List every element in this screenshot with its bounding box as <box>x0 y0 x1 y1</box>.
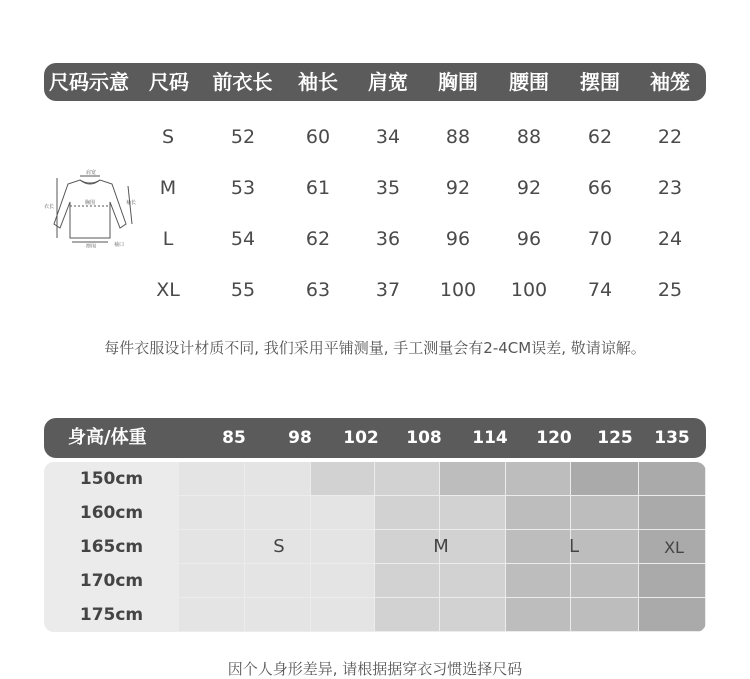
grid-cell <box>179 598 245 632</box>
measure-cell: 62 <box>587 126 613 148</box>
measure-cell: 23 <box>657 177 683 199</box>
grid-cell <box>571 462 639 496</box>
weight-114: 114 <box>472 428 508 448</box>
grid-cell <box>571 496 639 530</box>
weight-102: 102 <box>343 428 379 448</box>
header-size: 尺码 <box>149 70 189 94</box>
measure-cell: 25 <box>657 279 683 301</box>
measure-cell: 63 <box>305 279 331 301</box>
height-160: 160cm <box>79 503 144 523</box>
measure-cell: 88 <box>516 126 542 148</box>
grid-cell <box>506 496 571 530</box>
measure-cell: 52 <box>230 126 256 148</box>
size-cell: M <box>159 177 177 199</box>
measure-cell: 55 <box>230 279 256 301</box>
header-chest: 胸围 <box>438 70 478 94</box>
grid-cell <box>375 462 440 496</box>
grid-cell <box>506 598 571 632</box>
grid-cell <box>179 530 245 564</box>
height-175: 175cm <box>79 605 144 625</box>
grid-cell <box>245 598 311 632</box>
diagram-label-chest: 胸围 <box>85 200 96 206</box>
header-sleeve-length: 袖长 <box>298 70 338 94</box>
measure-cell: 92 <box>516 177 542 199</box>
height-165: 165cm <box>79 537 144 557</box>
size-zone-l: L <box>568 536 580 557</box>
header-hem: 摆围 <box>580 70 620 94</box>
size-cell: XL <box>156 279 180 301</box>
measure-cell: 36 <box>375 228 401 250</box>
header-armhole: 袖笼 <box>650 70 690 94</box>
grid-cell <box>245 496 311 530</box>
grid-cell <box>311 462 375 496</box>
grid-cell <box>375 598 440 632</box>
measure-cell: 34 <box>375 126 401 148</box>
fit-chart-header <box>44 418 706 458</box>
measure-cell: 54 <box>230 228 256 250</box>
measure-cell: 35 <box>375 177 401 199</box>
weight-125: 125 <box>597 428 633 448</box>
header-shoulder: 肩宽 <box>368 70 408 94</box>
measure-cell: 70 <box>587 228 613 250</box>
grid-cell <box>440 564 506 598</box>
size-cell: S <box>161 126 175 148</box>
size-zone-s: S <box>273 536 285 557</box>
measure-cell: 88 <box>445 126 471 148</box>
measure-cell: 53 <box>230 177 256 199</box>
size-zone-xl: XL <box>664 538 684 557</box>
grid-cell <box>179 496 245 530</box>
header-size-diagram: 尺码示意 <box>49 70 129 94</box>
size-cell: L <box>162 228 174 250</box>
weight-135: 135 <box>654 428 690 448</box>
grid-cell <box>375 496 440 530</box>
measure-cell: 66 <box>587 177 613 199</box>
size-row <box>0 168 750 208</box>
fit-note: 因个人身形差异, 请根据据穿衣习惯选择尺码 <box>227 660 523 678</box>
grid-cell <box>639 598 706 632</box>
size-row <box>0 219 750 259</box>
measure-cell: 61 <box>305 177 331 199</box>
weight-85: 85 <box>222 428 246 448</box>
fit-chart-grid <box>44 462 706 632</box>
header-front-length: 前衣长 <box>212 70 273 94</box>
measure-cell: 96 <box>516 228 542 250</box>
measure-cell: 100 <box>510 279 548 301</box>
measurement-note: 每件衣服设计材质不同, 我们采用平铺测量, 手工测量会有2-4CM误差, 敬请谅解。 <box>104 339 646 357</box>
diagram-label-shoulder: 肩宽 <box>86 170 97 176</box>
grid-cell <box>440 496 506 530</box>
measure-cell: 62 <box>305 228 331 250</box>
grid-cell <box>440 598 506 632</box>
size-zone-m: M <box>433 536 449 557</box>
diagram-label-hem: 摆围 <box>86 244 97 248</box>
size-row <box>0 117 750 157</box>
diagram-label-length: 衣长 <box>44 204 55 210</box>
weight-98: 98 <box>288 428 312 448</box>
measure-cell: 37 <box>375 279 401 301</box>
height-150: 150cm <box>79 469 144 489</box>
measure-cell: 92 <box>445 177 471 199</box>
grid-cell <box>311 496 375 530</box>
grid-cell <box>311 564 375 598</box>
grid-cell <box>375 564 440 598</box>
measure-cell: 24 <box>657 228 683 250</box>
measure-cell: 74 <box>587 279 613 301</box>
grid-cell <box>179 564 245 598</box>
grid-cell <box>639 496 706 530</box>
weight-120: 120 <box>536 428 572 448</box>
grid-cell <box>179 462 245 496</box>
diagram-label-cuff: 袖口 <box>114 242 125 248</box>
size-row <box>0 270 750 310</box>
fit-chart-label: 身高/体重 <box>68 427 147 448</box>
measure-cell: 100 <box>439 279 477 301</box>
grid-cell <box>245 564 311 598</box>
size-table-header <box>44 63 706 101</box>
measure-cell: 60 <box>305 126 331 148</box>
height-170: 170cm <box>79 571 144 591</box>
measure-cell: 96 <box>445 228 471 250</box>
grid-cell <box>639 564 706 598</box>
header-waist: 腰围 <box>509 70 549 94</box>
grid-cell <box>506 462 571 496</box>
grid-cell <box>311 530 375 564</box>
grid-cell <box>571 598 639 632</box>
grid-cell <box>245 462 311 496</box>
measure-cell: 22 <box>657 126 683 148</box>
grid-cell <box>311 598 375 632</box>
grid-cell <box>506 564 571 598</box>
grid-cell <box>440 462 506 496</box>
diagram-label-sleeve: 袖长 <box>126 200 137 206</box>
grid-cell <box>571 564 639 598</box>
weight-108: 108 <box>406 428 442 448</box>
grid-cell <box>639 462 706 496</box>
